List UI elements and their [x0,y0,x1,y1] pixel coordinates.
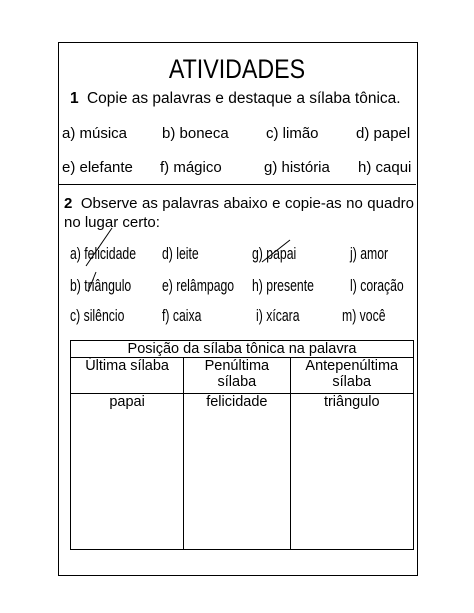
column-header: Antepenúltima sílaba [290,358,413,394]
tonic-syllable-table [70,340,414,550]
question-number: 1 [70,90,79,107]
handwritten-word: b) triângulo [70,276,132,295]
question-text: Observe as palavras abaixo e copie-as no quadro no lugar certo: [64,195,414,231]
table-cell: triângulo [290,394,413,550]
word-item: e) elefante [62,159,133,176]
word-item: b) boneca [162,125,229,142]
strike-mark [86,228,112,266]
handwritten-word: e) relâmpago [162,276,235,295]
strike-mark [88,272,96,292]
handwritten-word: h) presente [252,276,314,295]
handwritten-word: i) xícara [256,306,300,325]
handwritten-word: m) você [342,306,386,325]
column-header: Última sílaba [71,358,184,394]
handwritten-word: d) leite [162,244,199,263]
table-cell: papai [71,394,184,550]
table-caption: Posição da sílaba tônica na palavra [71,341,414,358]
question-number: 2 [64,195,73,212]
handwritten-word: g) papai [252,244,297,263]
handwritten-word: f) caixa [162,306,202,325]
page-title: ATIVIDADES [168,54,306,84]
word-item: h) caqui [358,159,412,176]
table-cell: felicidade [184,394,290,550]
word-item: g) história [264,159,330,176]
word-item: f) mágico [160,159,222,176]
word-item: a) música [62,125,128,142]
column-header: Penúltima sílaba [184,358,290,394]
handwritten-word: j) amor [350,244,389,263]
handwritten-word: c) silêncio [70,306,125,325]
handwritten-word: l) coração [350,276,404,295]
word-item: d) papel [356,125,411,142]
strike-mark [262,240,290,262]
handwritten-word: a) felicidade [70,244,137,263]
word-item: c) limão [266,125,319,142]
question-text: Copie as palavras e destaque a sílaba tônica. [86,90,401,107]
